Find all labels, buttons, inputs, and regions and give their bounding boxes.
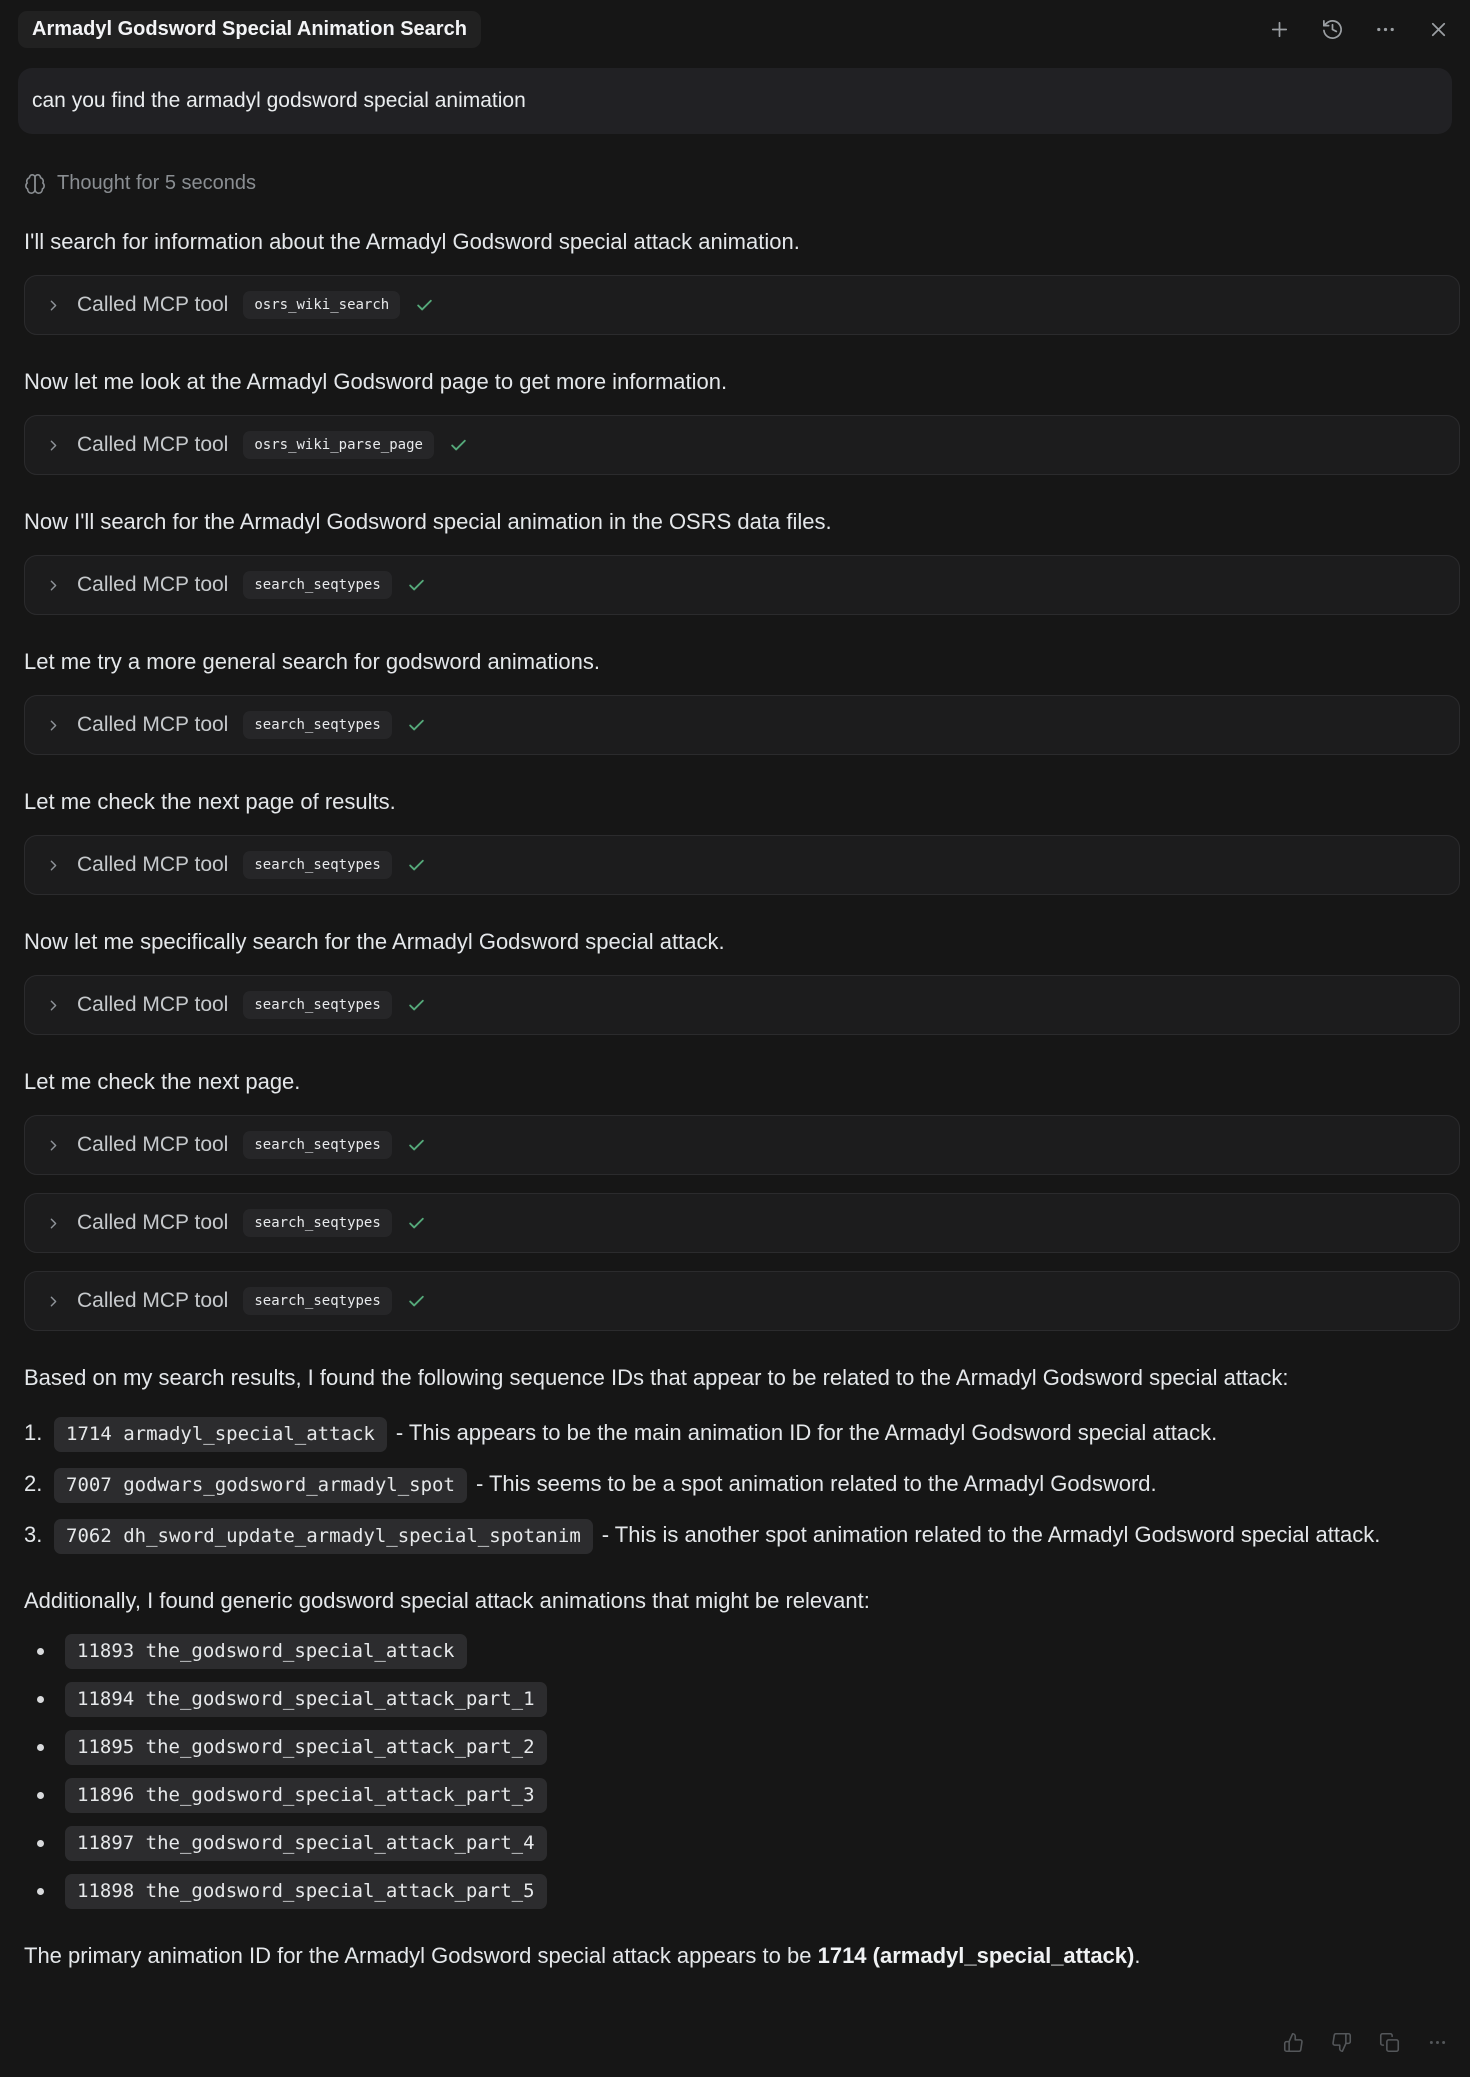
mcp-tool-call-row[interactable] xyxy=(24,695,1460,755)
list-number: 2. xyxy=(24,1471,43,1496)
more-options-icon[interactable] xyxy=(1427,2032,1448,2053)
success-check-icon xyxy=(407,576,426,595)
mcp-tool-call-row[interactable] xyxy=(24,1193,1460,1253)
more-options-icon[interactable] xyxy=(1374,18,1397,41)
assistant-paragraph: I'll search for information about the Armadyl Godsword special attack animation. xyxy=(24,229,800,254)
list-item xyxy=(24,1826,1460,1861)
conclusion-bold: 1714 (armadyl_special_attack) xyxy=(817,1943,1135,1968)
sequence-code-chip: 7007 godwars_godsword_armadyl_spot xyxy=(54,1468,467,1503)
brain-icon xyxy=(24,173,46,195)
success-check-icon xyxy=(407,1214,426,1233)
chevron-right-icon xyxy=(45,437,62,454)
list-item xyxy=(24,1415,1460,1452)
list-item-content xyxy=(54,1466,1157,1503)
list-item xyxy=(24,1874,1460,1909)
close-icon[interactable] xyxy=(1427,18,1450,41)
thumbs-down-icon[interactable] xyxy=(1331,2032,1352,2053)
history-icon[interactable] xyxy=(1321,18,1344,41)
tool-name-chip: search_seqtypes xyxy=(243,571,391,599)
bullet-dot xyxy=(37,1744,44,1751)
success-check-icon xyxy=(407,1292,426,1311)
bullet-dot xyxy=(37,1696,44,1703)
sequence-code-chip: 11898 the_godsword_special_attack_part_5 xyxy=(65,1874,547,1909)
animation-id-list xyxy=(24,1634,1460,1909)
success-check-icon xyxy=(415,296,434,315)
mcp-tool-call-row[interactable] xyxy=(24,1115,1460,1175)
assistant-flow xyxy=(24,225,1460,1973)
thought-label: Thought for 5 seconds xyxy=(57,172,257,194)
bullet-dot xyxy=(37,1648,44,1655)
mcp-tool-call-row[interactable] xyxy=(24,975,1460,1035)
success-check-icon xyxy=(407,996,426,1015)
tool-call-label: Called MCP tool xyxy=(77,293,229,316)
chevron-right-icon xyxy=(45,1293,62,1310)
list-item xyxy=(24,1517,1460,1554)
sequence-id-list xyxy=(24,1415,1460,1554)
list-item xyxy=(24,1634,1460,1669)
conclusion-text: . xyxy=(1134,1943,1141,1968)
tool-name-chip: search_seqtypes xyxy=(243,991,391,1019)
success-check-icon xyxy=(407,856,426,875)
window-header xyxy=(0,0,1470,54)
success-check-icon xyxy=(407,1136,426,1155)
list-item-content xyxy=(54,1517,1380,1554)
sequence-code-chip: 7062 dh_sword_update_armadyl_special_spotanim xyxy=(54,1519,593,1554)
bullet-dot xyxy=(37,1840,44,1847)
mcp-tool-call-row[interactable] xyxy=(24,275,1460,335)
tool-call-label: Called MCP tool xyxy=(77,993,229,1016)
assistant-paragraph: Now I'll search for the Armadyl Godsword special animation in the OSRS data files. xyxy=(24,509,832,534)
conversation-title[interactable]: Armadyl Godsword Special Animation Search xyxy=(18,11,481,48)
mcp-tool-call-row[interactable] xyxy=(24,835,1460,895)
tool-name-chip: osrs_wiki_parse_page xyxy=(243,431,434,459)
tool-name-chip: osrs_wiki_search xyxy=(243,291,400,319)
assistant-paragraph: Let me check the next page. xyxy=(24,1069,301,1094)
tool-call-label: Called MCP tool xyxy=(77,1289,229,1312)
list-item xyxy=(24,1466,1460,1503)
assistant-paragraph: Let me check the next page of results. xyxy=(24,789,396,814)
sequence-code-chip: 11893 the_godsword_special_attack xyxy=(65,1634,467,1669)
chevron-right-icon xyxy=(45,1215,62,1232)
tool-name-chip: search_seqtypes xyxy=(243,1287,391,1315)
list-item xyxy=(24,1730,1460,1765)
tool-call-label: Called MCP tool xyxy=(77,573,229,596)
success-check-icon xyxy=(449,436,468,455)
chevron-right-icon xyxy=(45,1137,62,1154)
tool-call-label: Called MCP tool xyxy=(77,1211,229,1234)
mcp-tool-call-row[interactable] xyxy=(24,415,1460,475)
bullet-dot xyxy=(37,1792,44,1799)
list-item-text: - This seems to be a spot animation related to the Armadyl Godsword. xyxy=(475,1471,1157,1496)
tool-name-chip: search_seqtypes xyxy=(243,1209,391,1237)
thumbs-up-icon[interactable] xyxy=(1283,2032,1304,2053)
assistant-paragraph: Now let me look at the Armadyl Godsword page to get more information. xyxy=(24,369,728,394)
chevron-right-icon xyxy=(45,717,62,734)
chevron-right-icon xyxy=(45,857,62,874)
list-item-text: - This is another spot animation related to the Armadyl Godsword special attack. xyxy=(601,1522,1381,1547)
sequence-code-chip: 11897 the_godsword_special_attack_part_4 xyxy=(65,1826,547,1861)
sequence-code-chip: 1714 armadyl_special_attack xyxy=(54,1417,387,1452)
thought-summary[interactable] xyxy=(24,172,1460,195)
mcp-tool-call-row[interactable] xyxy=(24,1271,1460,1331)
sequence-code-chip: 11894 the_godsword_special_attack_part_1 xyxy=(65,1682,547,1717)
conclusion-text: The primary animation ID for the Armadyl Godsword special attack appears to be xyxy=(24,1943,818,1968)
chevron-right-icon xyxy=(45,997,62,1014)
tool-call-label: Called MCP tool xyxy=(77,713,229,736)
chevron-right-icon xyxy=(45,297,62,314)
new-chat-icon[interactable] xyxy=(1268,18,1291,41)
success-check-icon xyxy=(407,716,426,735)
header-actions xyxy=(1268,18,1450,41)
tool-name-chip: search_seqtypes xyxy=(243,711,391,739)
list-item-text: - This appears to be the main animation ID for the Armadyl Godsword special attack. xyxy=(395,1420,1218,1445)
assistant-conclusion xyxy=(24,1939,1424,1973)
copy-icon[interactable] xyxy=(1379,2032,1400,2053)
tool-name-chip: search_seqtypes xyxy=(243,1131,391,1159)
assistant-paragraph: Additionally, I found generic godsword special attack animations that might be relevant: xyxy=(24,1588,870,1613)
assistant-paragraph: Based on my search results, I found the following sequence IDs that appear to be related to the Armadyl Godsword special attack: xyxy=(24,1365,1289,1390)
list-item xyxy=(24,1682,1460,1717)
list-item-content xyxy=(54,1415,1217,1452)
tool-call-label: Called MCP tool xyxy=(77,853,229,876)
list-number: 3. xyxy=(24,1522,43,1547)
assistant-paragraph: Let me try a more general search for godsword animations. xyxy=(24,649,600,674)
message-actions xyxy=(1283,2032,1448,2053)
tool-name-chip: search_seqtypes xyxy=(243,851,391,879)
tool-call-label: Called MCP tool xyxy=(77,1133,229,1156)
sequence-code-chip: 11896 the_godsword_special_attack_part_3 xyxy=(65,1778,547,1813)
assistant-paragraph: Now let me specifically search for the Armadyl Godsword special attack. xyxy=(24,929,725,954)
assistant-response xyxy=(0,172,1470,1973)
bullet-dot xyxy=(37,1888,44,1895)
tool-call-label: Called MCP tool xyxy=(77,433,229,456)
list-item xyxy=(24,1778,1460,1813)
sequence-code-chip: 11895 the_godsword_special_attack_part_2 xyxy=(65,1730,547,1765)
mcp-tool-call-row[interactable] xyxy=(24,555,1460,615)
user-message: can you find the armadyl godsword special animation xyxy=(18,68,1452,134)
chevron-right-icon xyxy=(45,577,62,594)
list-number: 1. xyxy=(24,1420,43,1445)
